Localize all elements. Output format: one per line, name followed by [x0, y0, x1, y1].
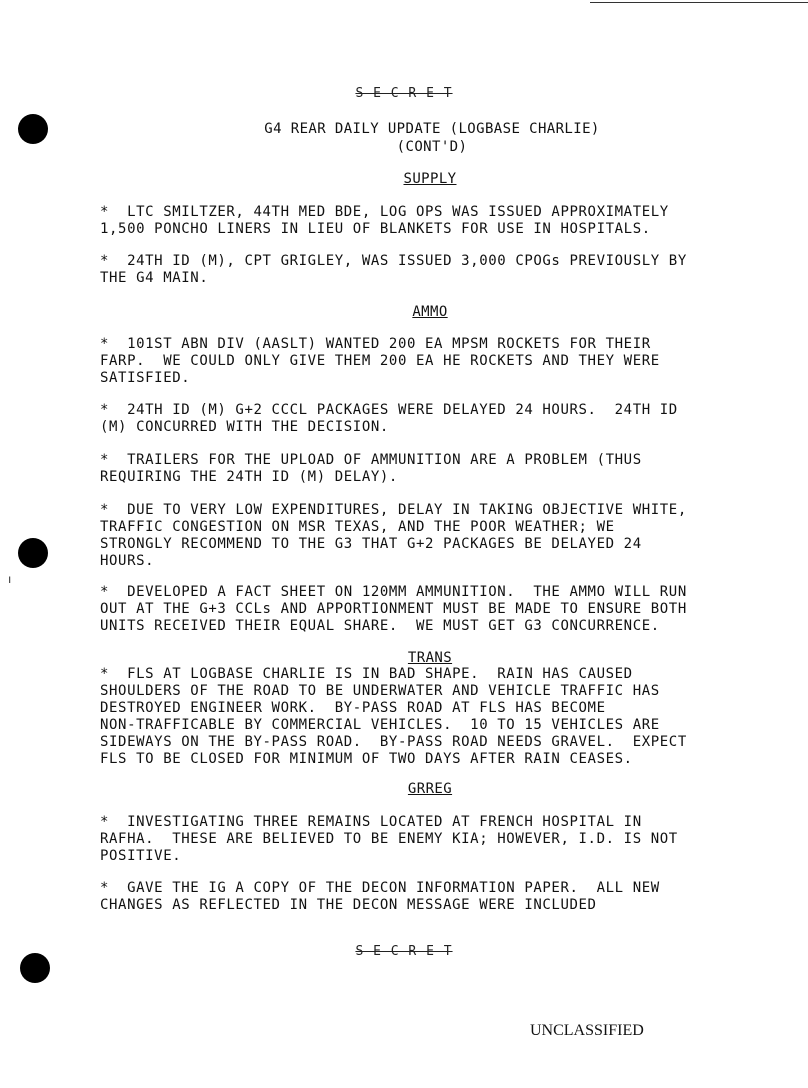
- supply-paragraph-2: * 24TH ID (M), CPT GRIGLEY, WAS ISSUED 3,000 CPOGs PREVIOUSLY BY THE G4 MAIN.: [100, 253, 687, 286]
- section-heading-ammo: AMMO: [412, 304, 448, 320]
- title-line-2: (CONT'D): [396, 139, 468, 155]
- ammo-paragraph-3: * TRAILERS FOR THE UPLOAD OF AMMUNITION ARE A PROBLEM (THUS REQUIRING THE 24TH ID (M) DELAY).: [100, 452, 642, 485]
- section-heading-grreg: GRREG: [407, 781, 453, 797]
- grreg-paragraph-1: * INVESTIGATING THREE REMAINS LOCATED AT FRENCH HOSPITAL IN RAFHA. THESE ARE BELIEVED TO BE ENEMY KIA; HOWEVER, I.D. IS NOT POSITIVE.: [100, 814, 678, 864]
- ammo-paragraph-4: * DUE TO VERY LOW EXPENDITURES, DELAY IN TAKING OBJECTIVE WHITE, TRAFFIC CONGESTION ON MSR TEXAS, AND THE POOR WEATHER; WE STRONGLY RECOMMEND TO THE G3 THAT G+2 PACKAGES BE DELAYED 24 HOURS.: [100, 502, 687, 569]
- document-title: [0, 120, 808, 156]
- trans-paragraph-1: * FLS AT LOGBASE CHARLIE IS IN BAD SHAPE. RAIN HAS CAUSED SHOULDERS OF THE ROAD TO BE UNDERWATER AND VEHICLE TRAFFIC HAS DESTROYED ENGINEER WORK. BY-PASS ROAD AT FLS HAS BECOME NON-TRAFFICABLE BY COMMERCIAL VEHICLES. 10 TO 15 VEHICLES ARE SIDEWAYS ON THE BY-PASS ROAD. BY-PASS ROAD NEEDS GRAVEL. EXPECT FLS TO BE CLOSED FOR MINIMUM OF TWO DAYS AFTER RAIN CEASES.: [100, 666, 687, 767]
- section-heading-supply: SUPPLY: [403, 171, 457, 187]
- ammo-paragraph-1: * 101ST ABN DIV (AASLT) WANTED 200 EA MPSM ROCKETS FOR THEIR FARP. WE COULD ONLY GIVE THEM 200 EA HE ROCKETS AND THEY WERE SATISFIED.: [100, 336, 660, 386]
- unclassified-stamp: UNCLASSIFIED: [530, 1022, 644, 1039]
- supply-paragraph-1: * LTC SMILTZER, 44TH MED BDE, LOG OPS WAS ISSUED APPROXIMATELY 1,500 PONCHO LINERS IN LIEU OF BLANKETS FOR USE IN HOSPITALS.: [100, 204, 669, 237]
- scan-mark: ı: [8, 572, 12, 586]
- scan-edge-line: [590, 2, 808, 3]
- section-heading-trans: TRANS: [407, 650, 453, 666]
- title-line-1: G4 REAR DAILY UPDATE (LOGBASE CHARLIE): [264, 121, 600, 137]
- ammo-paragraph-2: * 24TH ID (M) G+2 CCCL PACKAGES WERE DELAYED 24 HOURS. 24TH ID (M) CONCURRED WITH THE DECISION.: [100, 402, 678, 435]
- classification-marking-top: S E C R E T: [355, 86, 453, 101]
- grreg-paragraph-2: * GAVE THE IG A COPY OF THE DECON INFORMATION PAPER. ALL NEW CHANGES AS REFLECTED IN THE DECON MESSAGE WERE INCLUDED: [100, 880, 660, 913]
- punch-hole: [18, 538, 48, 568]
- ammo-paragraph-5: * DEVELOPED A FACT SHEET ON 120MM AMMUNITION. THE AMMO WILL RUN OUT AT THE G+3 CCLs AND APPORTIONMENT MUST BE MADE TO ENSURE BOTH UNITS RECEIVED THEIR EQUAL SHARE. WE MUST GET G3 CONCURRENCE.: [100, 584, 687, 634]
- classification-marking-bottom: S E C R E T: [355, 944, 453, 959]
